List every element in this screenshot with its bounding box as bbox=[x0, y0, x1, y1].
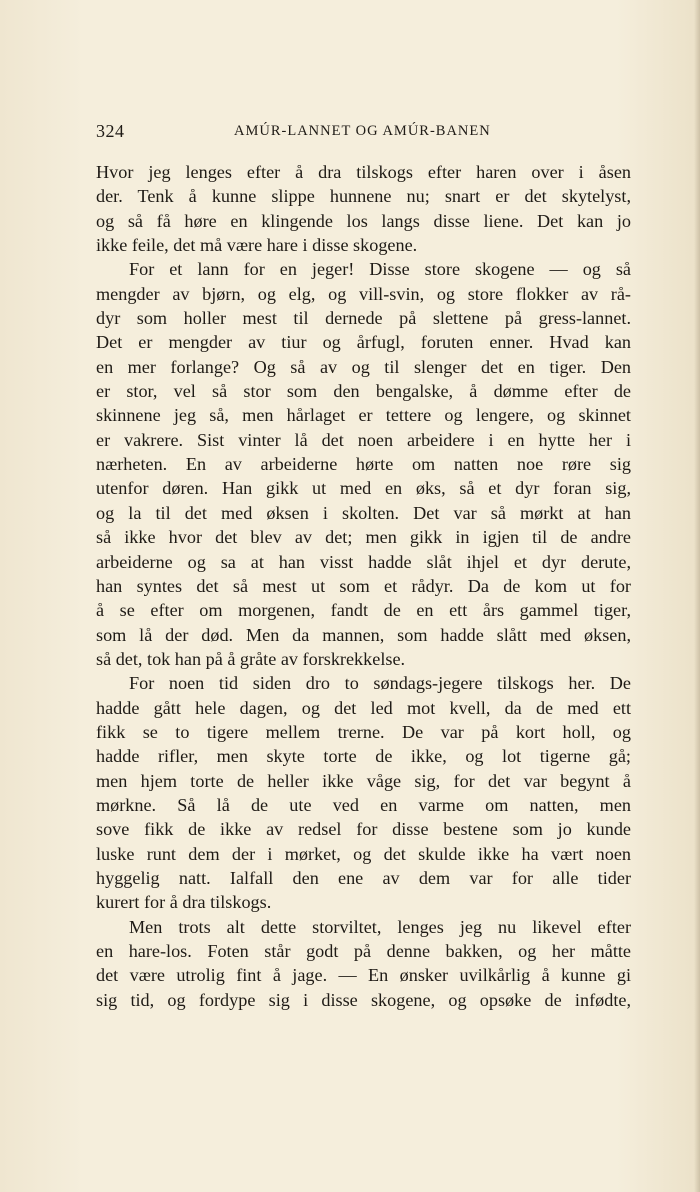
text-line: skinnene jeg så, men hårlaget er tettere og lengere, og skinnet bbox=[96, 405, 631, 426]
text-line: hadde gått hele dagen, og det led mot kvell, da de med ett bbox=[96, 697, 631, 718]
text-line: mørkne. Så lå de ute ved en varme om natten, men bbox=[96, 794, 631, 815]
text-line: han syntes det så mest ut som et rådyr. Da de kom ut for bbox=[96, 575, 631, 596]
text-line: Det er mengder av tiur og årfugl, foruten enner. Hvad kan bbox=[96, 332, 631, 353]
text-line: er stor, vel så stor som den bengalske, å dømme efter de bbox=[96, 381, 631, 402]
text-line: og så få høre en klingende los langs disse liene. Det kan jo bbox=[96, 210, 631, 231]
text-line: fikk se to tigere mellem trerne. De var på kort holl, og bbox=[96, 721, 631, 742]
text-line: så det, tok han på å gråte av forskrekkelse. bbox=[96, 648, 406, 669]
text-line: hyggelig natt. Ialfall den ene av dem var for alle tider bbox=[96, 867, 631, 888]
running-head bbox=[96, 121, 636, 145]
page-edge-shadow bbox=[694, 0, 700, 1192]
text-line: og la til det med øksen i skolten. Det var så mørkt at han bbox=[96, 502, 631, 523]
text-line: en hare-los. Foten står godt på denne bakken, og her måtte bbox=[96, 941, 631, 961]
text-line: mengder av bjørn, og elg, og vill-svin, og store flokker av rå- bbox=[96, 283, 631, 304]
text-line: Men trots alt dette storviltet, lenges jeg nu likevel efter bbox=[129, 916, 631, 937]
text-line: å se efter om morgenen, fandt de en ett års gammel tiger, bbox=[96, 600, 631, 621]
body-text bbox=[96, 160, 631, 1012]
text-line: arbeiderne og sa at han visst hadde slåt ihjel et dyr derute, bbox=[96, 551, 631, 572]
text-line: en mer forlange? Og så av og til slenger det en tiger. Den bbox=[96, 356, 631, 377]
text-line: Hvor jeg lenges efter å dra tilskogs efter haren over i åsen bbox=[96, 162, 631, 182]
text-line: sove fikk de ikke av redsel for disse bestene som jo kunde bbox=[96, 819, 631, 840]
text-line: luske runt dem der i mørket, og det skulde ikke ha vært noen bbox=[96, 843, 631, 864]
text-line: som lå der død. Men da mannen, som hadde slått med øksen, bbox=[96, 624, 631, 645]
text-line: ikke feile, det må være hare i disse skogene. bbox=[96, 235, 418, 256]
text-line: der. Tenk å kunne slippe hunnene nu; snart er det skytelyst, bbox=[96, 186, 631, 207]
text-line: For noen tid siden dro to søndags-jegere tilskogs her. De bbox=[129, 673, 631, 694]
text-line: For et lann for en jeger! Disse store skogene — og så bbox=[129, 259, 631, 280]
text-line: nærheten. En av arbeiderne hørte om natten noe røre sig bbox=[96, 454, 631, 475]
text-line: dyr som holler mest til dernede på slettene på gress-lannet. bbox=[96, 308, 631, 329]
text-line: er vakrere. Sist vinter lå det noen arbeidere i en hytte her i bbox=[96, 429, 631, 450]
text-line: hadde rifler, men skyte torte de ikke, og lot tigerne gå; bbox=[96, 746, 631, 767]
page-number: 324 bbox=[96, 121, 125, 141]
text-line: kurert for å dra tilskogs. bbox=[96, 892, 272, 913]
text-line: så ikke hvor det blev av det; men gikk in igjen til de andre bbox=[96, 527, 631, 548]
text-line: men hjem torte de heller ikke våge sig, for det var begynt å bbox=[96, 770, 631, 791]
running-title: AMÚR-LANNET OG AMÚR-BANEN bbox=[234, 123, 491, 139]
text-line: utenfor døren. Han gikk ut med en øks, så et dyr foran sig, bbox=[96, 478, 631, 499]
text-line: sig tid, og fordype sig i disse skogene, og opsøke de infødte, bbox=[96, 989, 631, 1010]
text-line: det være utrolig fint å jage. — En ønsker uvilkårlig å kunne gi bbox=[96, 965, 631, 986]
